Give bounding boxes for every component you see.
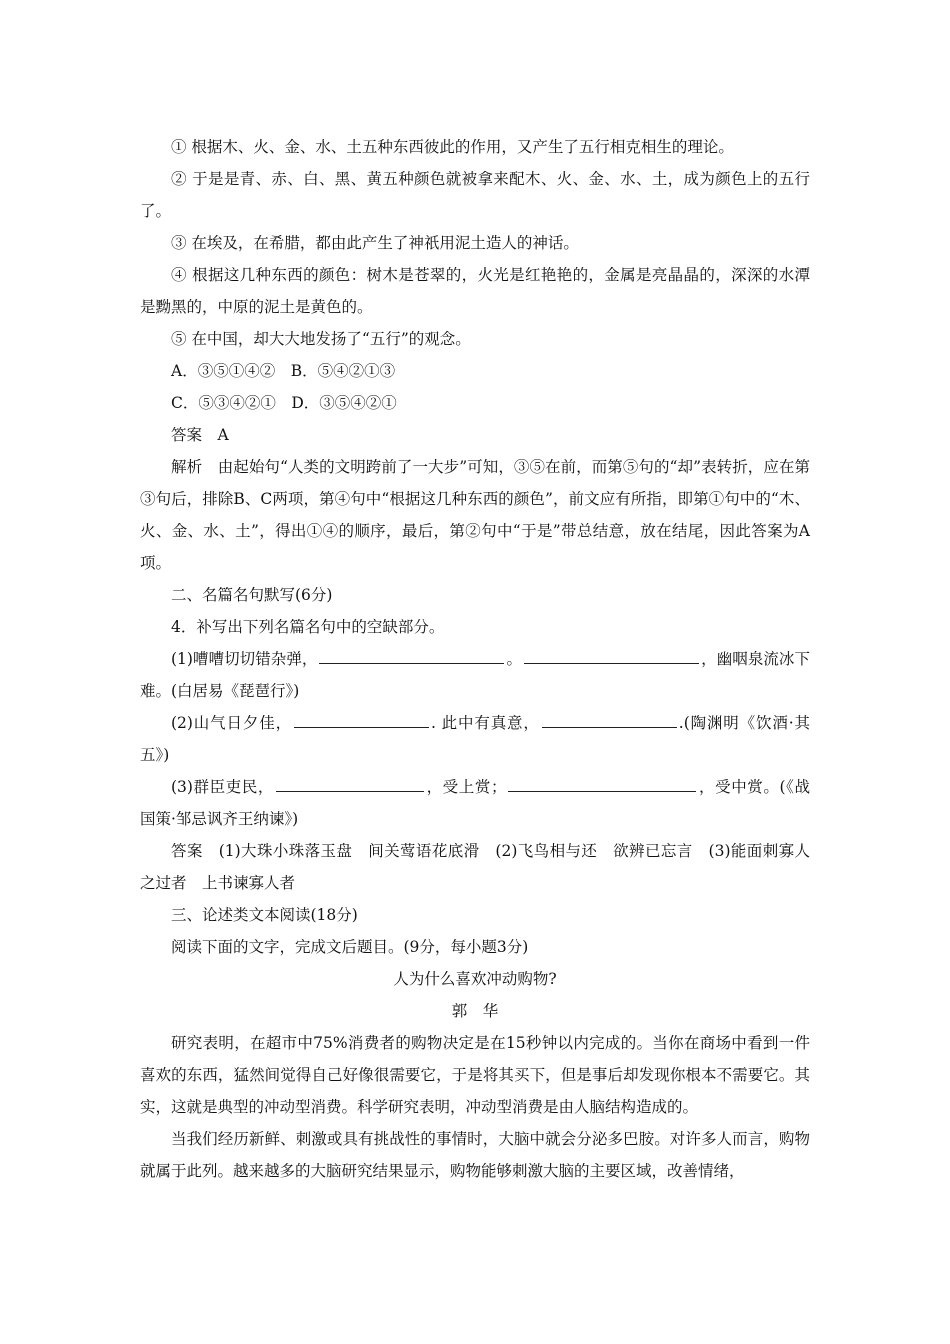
sentence-3: ③ 在埃及，在希腊，都由此产生了神祇用泥土造人的神话。	[171, 234, 579, 252]
fill-item-2-mid: . 此中有真意，	[430, 714, 540, 732]
fill-item-3-start: (3)群臣吏民，	[171, 778, 274, 796]
options-a-b: A．③⑤①④② B．⑤④②①③	[171, 362, 396, 380]
blank-1[interactable]	[319, 645, 504, 664]
fill-item-2	[140, 707, 810, 771]
analysis-q3: 解析 由起始句“人类的文明跨前了一大步”可知，③⑤在前，而第⑤句的“却”表转折，应在第③句后，排除B、C两项，第④句中“根据这几种东西的颜色”，前文应有所指，即第①句中的“木、火、金、水、土”，得出①④的顺序，最后，第②句中“于是”带总结意，放在结尾，因此答案为A项。	[140, 458, 810, 572]
blank-2[interactable]	[524, 645, 699, 664]
fill-item-3-mid: ，受上赏；	[426, 778, 507, 796]
fill-item-3-end: ，受中赏。(《战国策·邹忌讽齐王纳谏》)	[140, 778, 810, 828]
fill-item-1-mid: 。	[506, 650, 523, 668]
blank-4[interactable]	[542, 709, 677, 728]
article-paragraph-2: 当我们经历新鲜、刺激或具有挑战性的事情时，大脑中就会分泌多巴胺。对许多人而言，购物就属于此列。越来越多的大脑研究结果显示，购物能够刺激大脑的主要区域，改善情绪，	[140, 1130, 810, 1180]
sentence-4: ④ 根据这几种东西的颜色：树木是苍翠的，火光是红艳艳的，金属是亮晶晶的，深深的水潭是黝黑的，中原的泥土是黄色的。	[140, 266, 810, 316]
fill-item-2-start: (2)山气日夕佳，	[171, 714, 292, 732]
sentence-1: ① 根据木、火、金、水、土五种东西彼此的作用，又产生了五行相克相生的理论。	[171, 138, 734, 156]
answer-q3: 答案 A	[171, 426, 229, 444]
reading-instruction: 阅读下面的文字，完成文后题目。(9分，每小题3分)	[171, 938, 529, 956]
fill-item-1-start: (1)嘈嘈切切错杂弹，	[171, 650, 318, 668]
blank-5[interactable]	[276, 773, 424, 792]
blank-6[interactable]	[508, 773, 696, 792]
section-2-heading: 二、名篇名句默写(6分)	[171, 586, 333, 604]
fill-item-1	[140, 643, 810, 707]
article-title: 人为什么喜欢冲动购物?	[393, 970, 557, 988]
section-3-heading: 三、论述类文本阅读(18分)	[171, 906, 358, 924]
fill-item-2-end: .(陶渊明《饮酒·其五》)	[140, 714, 810, 764]
fill-item-1-end: ，幽咽泉流冰下难。(白居易《琵琶行》)	[140, 650, 810, 700]
article-author: 郭 华	[451, 1002, 499, 1020]
fill-item-3	[140, 771, 810, 835]
question-4: 4．补写出下列名篇名句中的空缺部分。	[171, 618, 445, 636]
document-page	[140, 131, 810, 1187]
article-paragraph-1: 研究表明，在超市中75%消费者的购物决定是在15秒钟以内完成的。当你在商场中看到一件喜欢的东西，猛然间觉得自己好像很需要它，于是将其买下，但是事后却发现你根本不需要它。其实，这就是典型的冲动型消费。科学研究表明，冲动型消费是由人脑结构造成的。	[140, 1034, 810, 1116]
sentence-2: ② 于是是青、赤、白、黑、黄五种颜色就被拿来配木、火、金、水、土，成为颜色上的五行了。	[140, 170, 810, 220]
options-c-d: C．⑤③④②① D．③⑤④②①	[171, 394, 397, 412]
blank-3[interactable]	[294, 709, 429, 728]
sentence-5: ⑤ 在中国，却大大地发扬了“五行”的观念。	[171, 330, 471, 348]
answer-q4: 答案 (1)大珠小珠落玉盘 间关莺语花底滑 (2)飞鸟相与还 欲辨已忘言 (3)能面刺寡人之过者 上书谏寡人者	[140, 842, 810, 892]
